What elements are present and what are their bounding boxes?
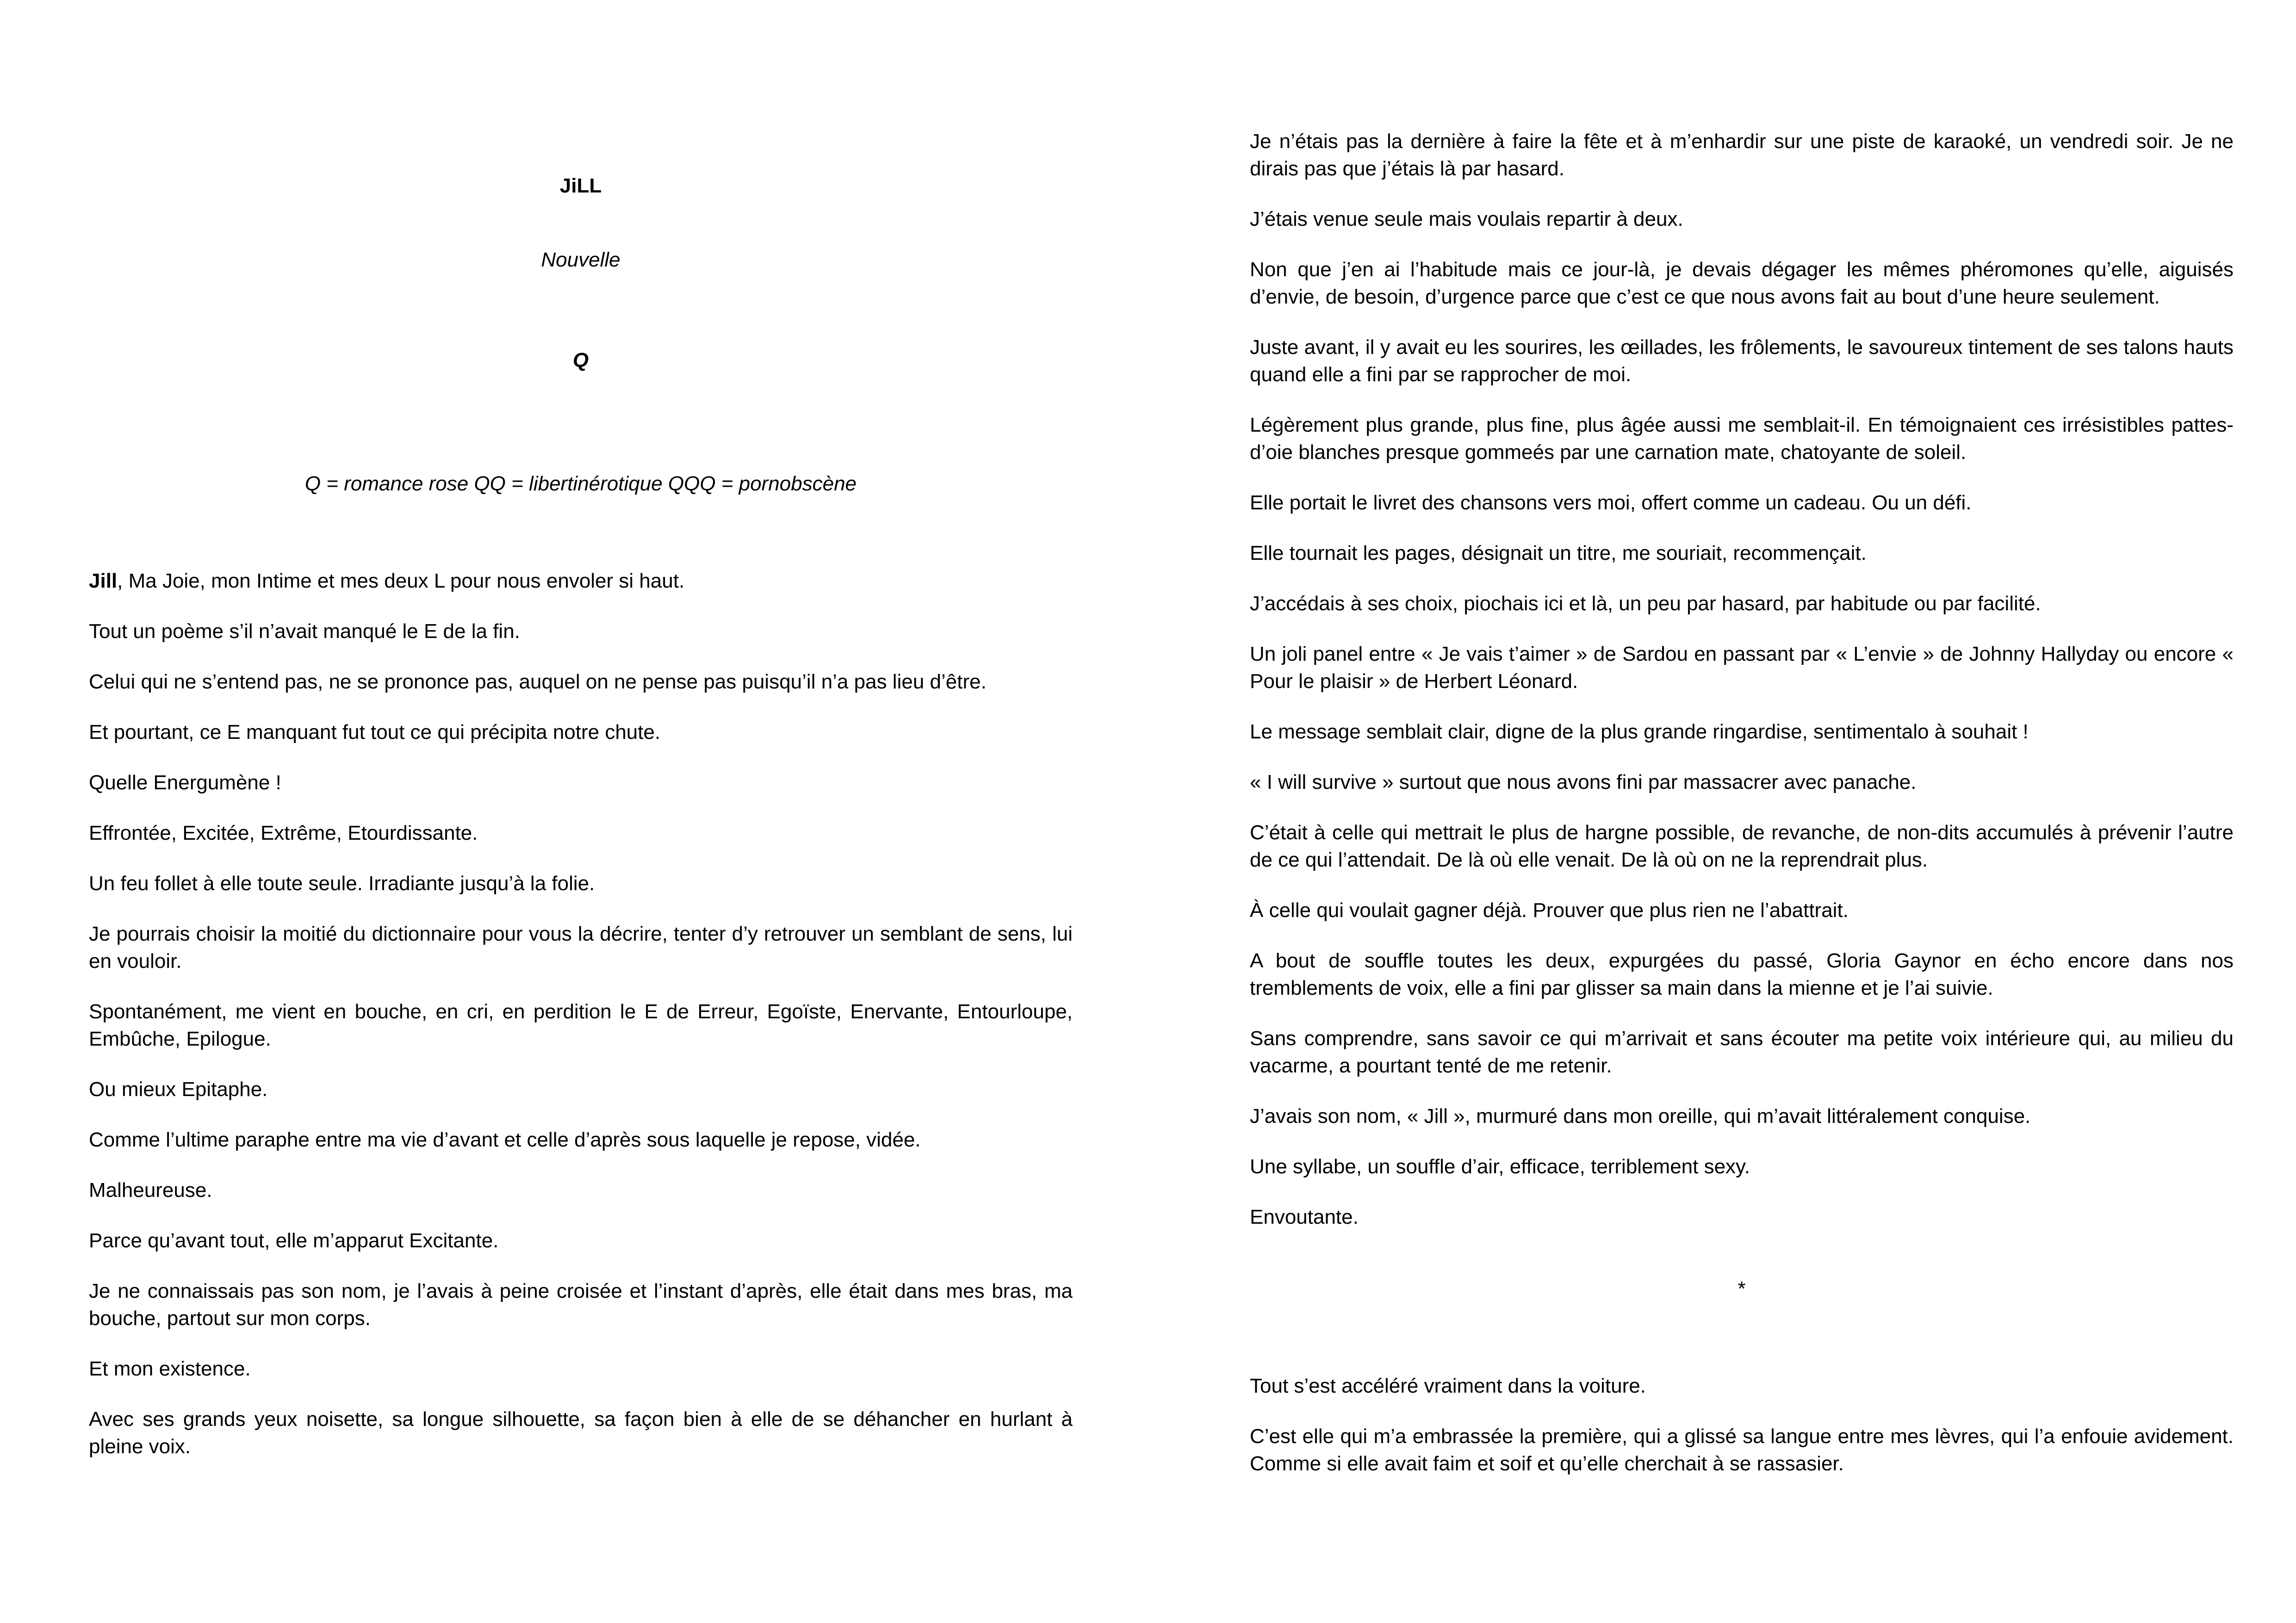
rating-legend: Q = romance rose QQ = libertinérotique QQQ = pornobscène <box>304 472 857 495</box>
paragraph: Un joli panel entre « Je vais t’aimer » de Sardou en passant par « L’envie » de Johnny Hallyday ou encore « Pour le plaisir » de Herbert Léonard. <box>1250 643 2234 693</box>
left-page <box>89 0 1073 1623</box>
paragraph: Je n’étais pas la dernière à faire la fête et à m’enhardir sur une piste de karaoké, un vendredi soir. Je ne dirais pas que j’étais là par hasard. <box>1250 130 2234 180</box>
heroine-name: Jill <box>89 570 118 592</box>
paragraph: Juste avant, il y avait eu les sourires, les œillades, les frôlements, le savoureux tintement de ses talons hauts quand elle a fini par se rapprocher de moi. <box>1250 336 2234 386</box>
paragraph: A bout de souffle toutes les deux, expurgées du passé, Gloria Gaynor en écho encore dans nos tremblements de voix, elle a fini par glisser sa main dans la mienne et je l’ai suivie. <box>1250 949 2234 999</box>
paragraph: À celle qui voulait gagner déjà. Prouver que plus rien ne l’abattrait. <box>1250 899 1849 922</box>
paragraph: Une syllabe, un souffle d’air, efficace, terriblement sexy. <box>1250 1155 1750 1178</box>
paragraph: C’est elle qui m’a embrassée la première, qui a glissé sa langue entre mes lèvres, qui l’a enfouie avidement. Comme si elle avait faim et soif et qu’elle cherchait à se rassasier. <box>1250 1425 2234 1475</box>
paragraph: Comme l’ultime paraphe entre ma vie d’avant et celle d’après sous laquelle je repose, vidée. <box>89 1128 921 1151</box>
paragraph: Envoutante. <box>1250 1206 1359 1228</box>
paragraph: Sans comprendre, sans savoir ce qui m’arrivait et sans écouter ma petite voix intérieure qui, au milieu du vacarme, a pourtant tenté de me retenir. <box>1250 1027 2234 1077</box>
story-rating: Q <box>572 349 589 372</box>
paragraph: Parce qu’avant tout, elle m’apparut Excitante. <box>89 1229 499 1252</box>
paragraph: Tout un poème s’il n’avait manqué le E de la fin. <box>89 620 520 643</box>
paragraph: « I will survive » surtout que nous avons fini par massacrer avec panache. <box>1250 771 1917 793</box>
paragraph: Effrontée, Excitée, Extrême, Etourdissante. <box>89 822 478 844</box>
paragraph <box>89 567 1073 595</box>
story-title: JiLL <box>559 174 602 197</box>
paragraph: Malheureuse. <box>89 1179 212 1202</box>
paragraph: Avec ses grands yeux noisette, sa longue silhouette, sa façon bien à elle de se déhancher en hurlant à pleine voix. <box>89 1408 1073 1458</box>
paragraph: Elle tournait les pages, désignait un titre, me souriait, recommençait. <box>1250 542 1867 564</box>
paragraph: Celui qui ne s’entend pas, ne se prononce pas, auquel on ne pense pas puisqu’il n’a pas lieu d’être. <box>89 670 987 693</box>
right-page <box>1250 0 2234 1623</box>
paragraph: Et mon existence. <box>89 1357 251 1380</box>
paragraph: Tout s’est accéléré vraiment dans la voiture. <box>1250 1375 1646 1397</box>
paragraph: Quelle Energumène ! <box>89 771 281 794</box>
paragraph: J’accédais à ses choix, piochais ici et là, un peu par hasard, par habitude ou par facilité. <box>1250 592 2041 615</box>
paragraph: Non que j’en ai l’habitude mais ce jour-là, je devais dégager les mêmes phéromones qu’elle, aiguisés d’envie, de besoin, d’urgence parce que c’est ce que nous avons fait au bout d’une heure seulement. <box>1250 258 2234 308</box>
paragraph: Je ne connaissais pas son nom, je l’avais à peine croisée et l’instant d’après, elle était dans mes bras, ma bouche, partout sur mon corps. <box>89 1280 1073 1330</box>
paragraph: Elle portait le livret des chansons vers moi, offert comme un cadeau. Ou un défi. <box>1250 491 1972 514</box>
paragraph-text: , Ma Joie, mon Intime et mes deux L pour nous envoler si haut. <box>117 570 685 592</box>
paragraph: Et pourtant, ce E manquant fut tout ce qui précipita notre chute. <box>89 721 661 743</box>
paragraph: Spontanément, me vient en bouche, en cri, en perdition le E de Erreur, Egoïste, Enervante, Entourloupe, Embûche, Epilogue. <box>89 1000 1073 1050</box>
paragraph: Je pourrais choisir la moitié du dictionnaire pour vous la décrire, tenter d’y retrouver un semblant de sens, lui en vouloir. <box>89 923 1073 973</box>
paragraph: Un feu follet à elle toute seule. Irradiante jusqu’à la folie. <box>89 872 595 895</box>
story-genre: Nouvelle <box>541 248 621 271</box>
paragraph: J’avais son nom, « Jill », murmuré dans mon oreille, qui m’avait littéralement conquise. <box>1250 1105 2031 1127</box>
paragraph: Le message semblait clair, digne de la plus grande ringardise, sentimentalo à souhait ! <box>1250 720 2029 743</box>
paragraph: Ou mieux Epitaphe. <box>89 1078 268 1101</box>
paragraph: C’était à celle qui mettrait le plus de hargne possible, de revanche, de non-dits accumulés à prévenir l’autre de ce qui l’attendait. De là où elle venait. De là où on ne la reprendrait plus. <box>1250 821 2234 871</box>
section-separator: * <box>1738 1277 1746 1300</box>
paragraph: Légèrement plus grande, plus fine, plus âgée aussi me semblait-il. En témoignaient ces irrésistibles pattes-d’oie blanches presque gommeés par une carnation mate, chatoyante de soleil. <box>1250 414 2234 464</box>
paragraph: J’étais venue seule mais voulais repartir à deux. <box>1250 208 1683 230</box>
